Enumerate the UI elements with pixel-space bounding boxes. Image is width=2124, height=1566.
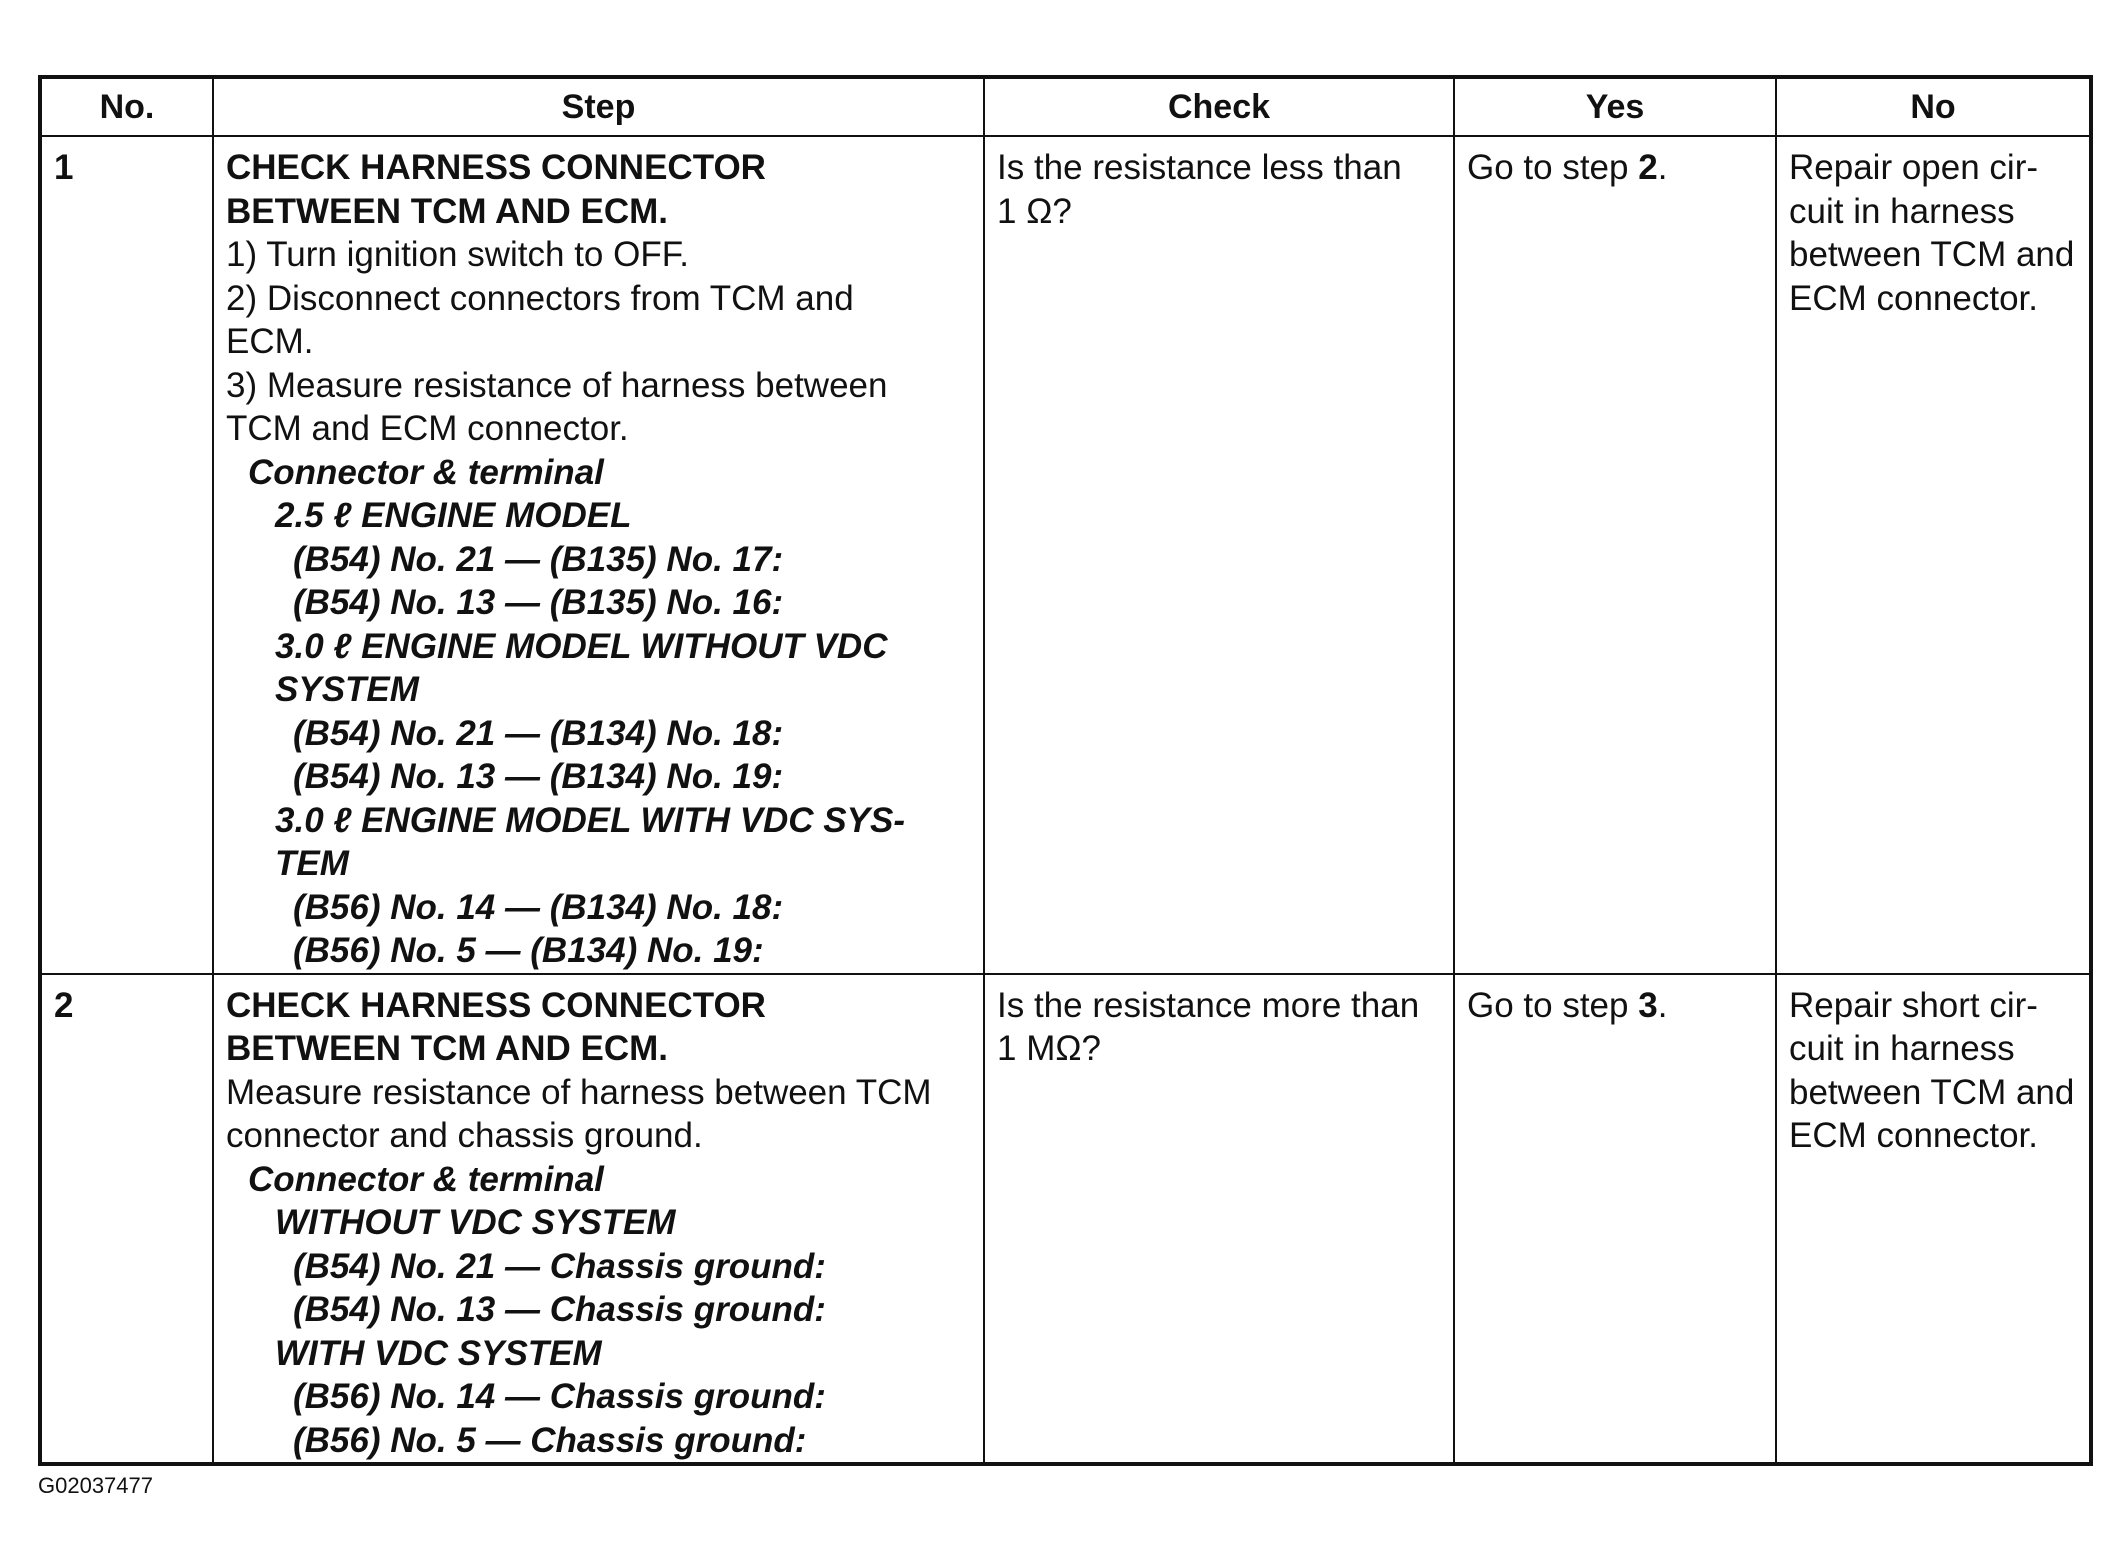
no-action-line: Repair open cir- (1789, 148, 2038, 187)
check-line: 1 MΩ? (997, 1029, 1101, 1068)
connector-terminal-label: Connector & terminal (248, 1159, 604, 1199)
step-title: CHECK HARNESS CONNECTOR (226, 985, 766, 1025)
header-check: Check (984, 77, 1454, 136)
yes-prefix: Go to step (1467, 148, 1639, 187)
terminal-pair: (B56) No. 5 — Chassis ground: (293, 1420, 807, 1460)
instruction-line: 2) Disconnect connectors from TCM and (226, 278, 854, 318)
instruction-line: connector and chassis ground. (226, 1116, 703, 1155)
terminal-pair: (B56) No. 5 — (B134) No. 19: (293, 931, 764, 970)
model-group-title: 2.5 ℓ ENGINE MODEL (275, 496, 632, 535)
yes-action (1467, 146, 1763, 190)
yes-cell (1454, 136, 1776, 974)
yes-action (1467, 984, 1763, 1028)
step-cell (213, 136, 984, 974)
figure-id: G02037477 (38, 1473, 153, 1498)
terminal-pair: (B56) No. 14 — (B134) No. 18: (293, 887, 784, 927)
model-group-title: WITH VDC SYSTEM (275, 1333, 602, 1373)
no-cell (1776, 974, 2091, 1465)
no-cell (1776, 136, 2091, 974)
terminal-pair: (B54) No. 21 — (B134) No. 18: (293, 713, 784, 753)
model-group-title: WITHOUT VDC SYSTEM (275, 1203, 676, 1242)
terminal-pair: (B54) No. 21 — Chassis ground: (293, 1246, 826, 1286)
header-row (40, 77, 2091, 136)
terminal-pair: (B54) No. 21 — (B135) No. 17: (293, 539, 784, 579)
diagnostic-table (38, 75, 2093, 1466)
step-title: BETWEEN TCM AND ECM. (226, 191, 669, 231)
yes-suffix: . (1657, 148, 1668, 187)
instruction-line: 3) Measure resistance of harness between (226, 365, 888, 405)
model-group-title: SYSTEM (275, 670, 419, 709)
yes-suffix: . (1657, 985, 1668, 1025)
terminal-pair: (B54) No. 13 — (B135) No. 16: (293, 583, 784, 622)
no-action-line: Repair short cir- (1789, 985, 2038, 1025)
instruction-line: TCM and ECM connector. (226, 409, 629, 448)
check-line: Is the resistance less than (997, 148, 1402, 187)
step-cell (213, 974, 984, 1465)
yes-step-number: 3 (1638, 985, 1658, 1025)
check-cell (984, 974, 1454, 1465)
model-group-title: 3.0 ℓ ENGINE MODEL WITH VDC SYS- (275, 800, 905, 840)
yes-step-number: 2 (1638, 148, 1658, 187)
connector-terminal-label: Connector & terminal (248, 452, 604, 492)
no-action-line: ECM connector. (1789, 1116, 2038, 1155)
table-row (40, 974, 2091, 1465)
check-line: Is the resistance more than (997, 985, 1420, 1025)
step-title: CHECK HARNESS CONNECTOR (226, 148, 766, 187)
no-action-line: between TCM and (1789, 235, 2075, 274)
instruction-line: ECM. (226, 322, 314, 361)
check-line: 1 Ω? (997, 191, 1072, 231)
step-number: 1 (40, 136, 213, 974)
table-row (40, 136, 2091, 974)
header-no-action: No (1776, 77, 2091, 136)
no-action-line: cuit in harness (1789, 191, 2015, 231)
no-action-line: ECM connector. (1789, 278, 2038, 318)
model-group-title: TEM (275, 844, 349, 883)
instruction-line: 1) Turn ignition switch to OFF. (226, 235, 689, 274)
terminal-pair: (B56) No. 14 — Chassis ground: (293, 1377, 826, 1416)
instruction-line: Measure resistance of harness between TCM (226, 1072, 932, 1112)
check-cell (984, 136, 1454, 974)
header-no: No. (40, 77, 213, 136)
no-action-line: between TCM and (1789, 1072, 2075, 1112)
step-title: BETWEEN TCM AND ECM. (226, 1029, 669, 1068)
terminal-pair: (B54) No. 13 — Chassis ground: (293, 1290, 826, 1329)
terminal-pair: (B54) No. 13 — (B134) No. 19: (293, 757, 784, 796)
yes-cell (1454, 974, 1776, 1465)
yes-prefix: Go to step (1467, 985, 1639, 1025)
header-yes: Yes (1454, 77, 1776, 136)
header-step: Step (213, 77, 984, 136)
step-number: 2 (40, 974, 213, 1465)
model-group-title: 3.0 ℓ ENGINE MODEL WITHOUT VDC (275, 626, 888, 666)
no-action-line: cuit in harness (1789, 1029, 2015, 1068)
